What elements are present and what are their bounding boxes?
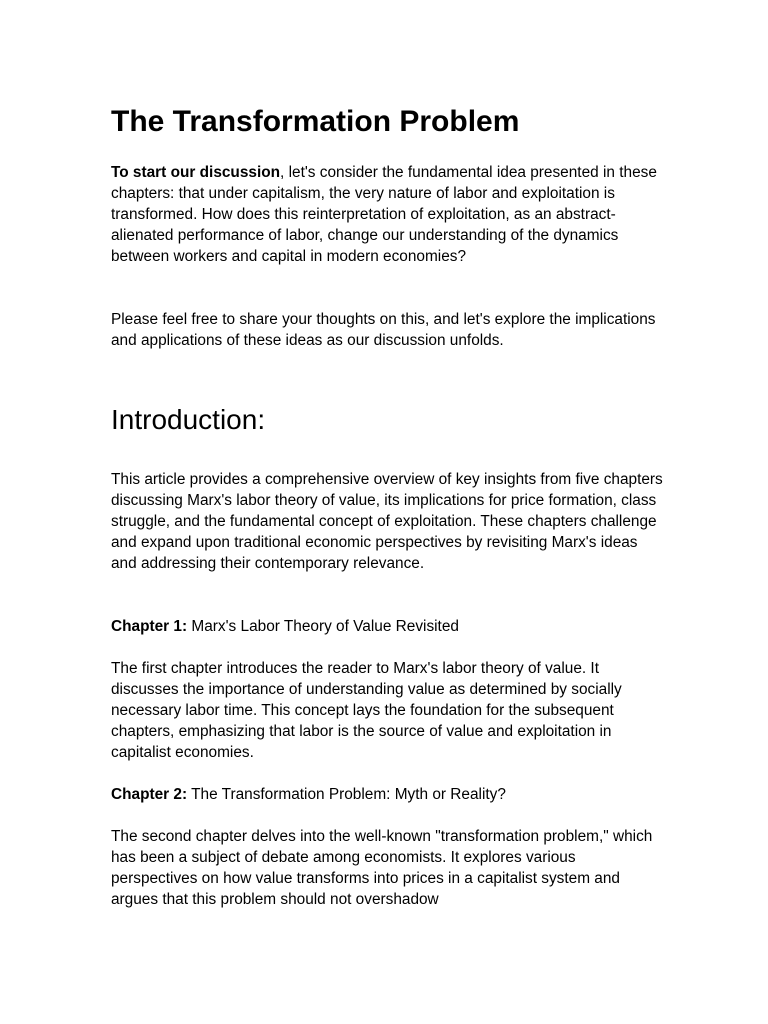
chapter-1-paragraph: The first chapter introduces the reader to Marx's labor theory of value. It discusses the importance of understanding value as determined by socially necessary labor time. This concept lays the foundation for the subsequent chapters, emphasizing that labor is the source of value and exploitation in capitalist economies. (111, 660, 622, 761)
chapter-2-heading (111, 785, 506, 806)
chapter-1-title: Marx's Labor Theory of Value Revisited (187, 618, 459, 635)
chapter-2-paragraph: The second chapter delves into the well-known "transformation problem," which has been a subject of debate among economists. It explores various perspectives on how value transforms into prices in a capitalist system and argues that this problem should not overshadow (111, 828, 653, 908)
chapter-1-heading (111, 617, 459, 638)
intro-paragraph-1 (111, 163, 663, 268)
introduction-heading: Introduction: (111, 404, 266, 435)
intro-bold-lead: To start our discussion (111, 164, 281, 181)
intro-paragraph-1-text: , let's consider the fundamental idea presented in these chapters: that under capitalism, the very nature of labor and exploitation is transformed. How does this reinterpretation of exploitation, as an abstract-alienated performance of labor, change our understanding of the dynamics between workers and capital in modern economies? (111, 164, 657, 265)
intro-paragraph-2: Please feel free to share your thoughts on this, and let's explore the implications and applications of these ideas as our discussion unfolds. (111, 311, 656, 349)
chapter-2-title: The Transformation Problem: Myth or Reality? (187, 786, 506, 803)
chapter-2-label: Chapter 2: (111, 786, 188, 803)
introduction-paragraph: This article provides a comprehensive overview of key insights from five chapters discussing Marx's labor theory of value, its implications for price formation, class struggle, and the fundamental concept of exploitation. These chapters challenge and expand upon traditional economic perspectives by revisiting Marx's ideas and addressing their contemporary relevance. (111, 471, 663, 572)
document-title: The Transformation Problem (111, 105, 520, 138)
chapter-1-label: Chapter 1: (111, 618, 188, 635)
